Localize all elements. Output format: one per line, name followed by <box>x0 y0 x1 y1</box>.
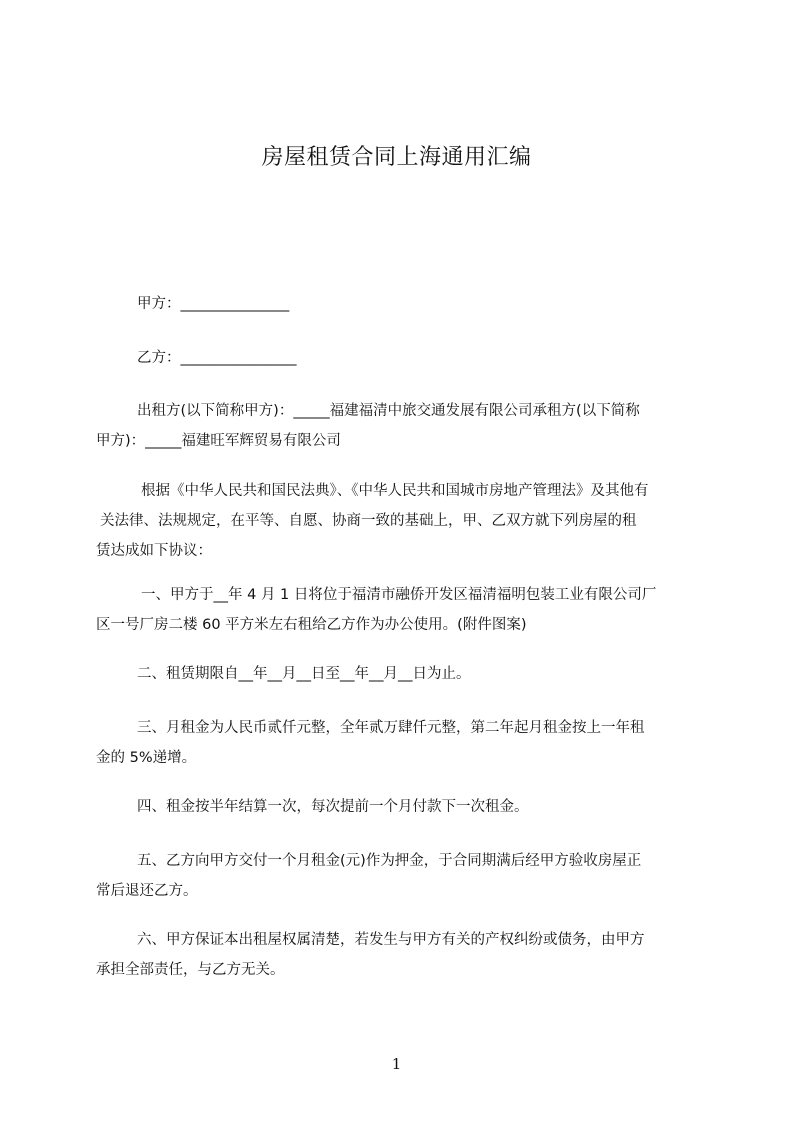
clause-3 <box>96 713 708 773</box>
document-title: 房屋租赁合同上海通用汇编 <box>261 145 532 170</box>
paragraph-line: 关法律、法规规定，在平等、自愿、协商一致的基础上，甲、乙双方就下列房屋的租 <box>100 513 637 529</box>
paragraph-line: 出租方(以下简称甲方)：_____福建福清中旅交通发展有限公司承租方(以下简称 <box>137 403 640 419</box>
paragraph-line: 根据《中华人民共和国民法典》、《中华人民共和国城市房地产管理法》及其他有 <box>141 483 649 499</box>
paragraph-line: 一、甲方于__年 4 月 1 日将位于福清市融侨开发区福清福明包装工业有限公司厂 <box>141 587 657 603</box>
party-b-line: 乙方：________________ <box>137 350 297 366</box>
clause-5 <box>96 846 708 906</box>
paragraph-line: 金的 5%递增。 <box>96 750 197 766</box>
clause-1 <box>96 580 708 640</box>
paragraph-line: 区一号厂房二楼 60 平方米左右租给乙方作为办公使用。(附件图案) <box>96 617 527 633</box>
paragraph-line: 赁达成如下协议： <box>96 543 212 559</box>
paragraph-line: 三、月租金为人民币贰仟元整，全年贰万肆仟元整，第二年起月租金按上一年租 <box>137 720 645 736</box>
clause-4 <box>96 792 708 822</box>
paragraph-line: 常后退还乙方。 <box>96 883 198 899</box>
paragraph-line: 甲方)：_____福建旺军辉贸易有限公司 <box>96 433 341 449</box>
paragraph-line: 二、租赁期限自__年__月__日至__年__月__日为止。 <box>137 666 471 682</box>
clause-2 <box>96 659 708 689</box>
paragraph-line: 五、乙方向甲方交付一个月租金(元)作为押金，于合同期满后经甲方验收房屋正 <box>137 853 642 869</box>
paragraph-line: 四、租金按半年结算一次，每次提前一个月付款下一次租金。 <box>137 799 529 815</box>
party-a-line: 甲方：_______________ <box>137 296 290 312</box>
clause-6 <box>96 925 708 985</box>
lessor-paragraph <box>96 396 708 456</box>
basis-paragraph <box>96 476 708 566</box>
paragraph-line: 六、甲方保证本出租屋权属清楚，若发生与甲方有关的产权纠纷或债务，由甲方 <box>137 932 645 948</box>
paragraph-line: 承担全部责任，与乙方无关。 <box>96 962 285 978</box>
page-number: 1 <box>391 1055 402 1073</box>
